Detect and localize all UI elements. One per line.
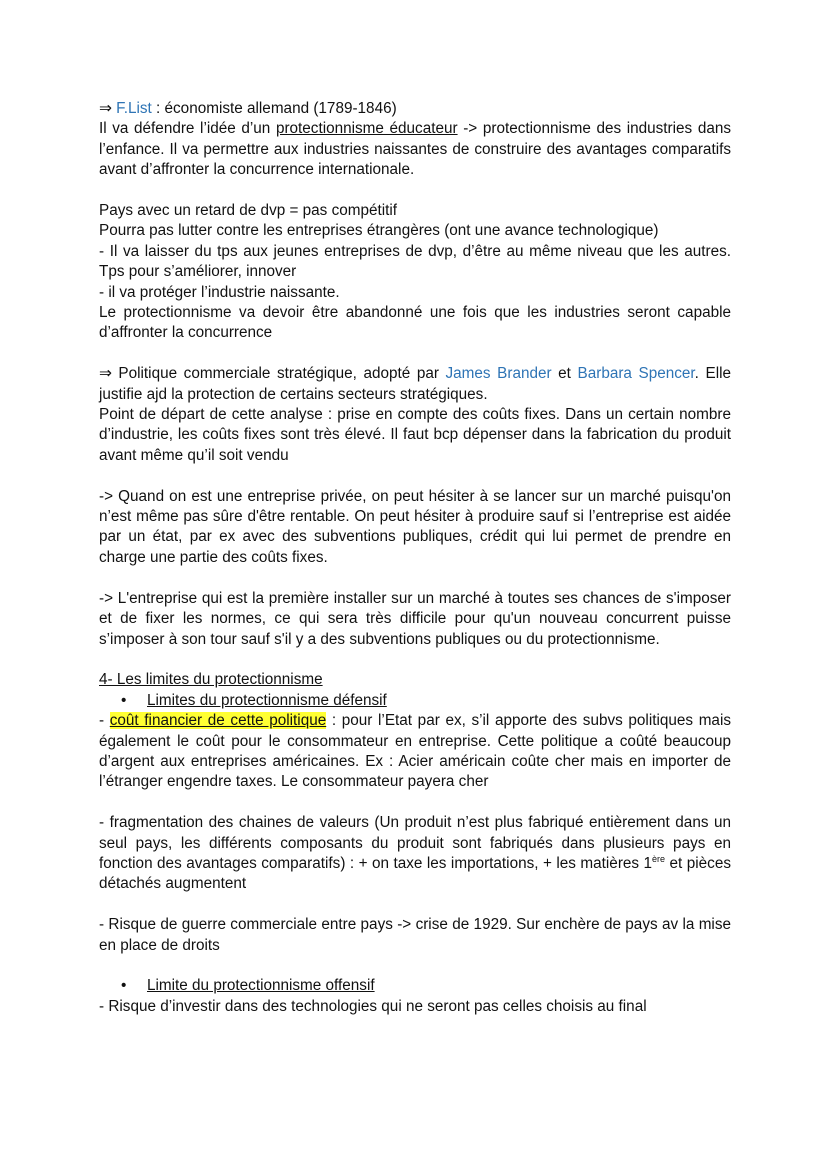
flist-text-a: Il va défendre l’idée d’un [99,120,276,138]
guerre-commerciale-paragraph: - Risque de guerre commerciale entre pays -> crise de 1929. Sur enchère de pays av la mise en place de droits [99,916,731,954]
highlighted-term: coût financier de cette politique [109,712,327,730]
lutter-line: Pourra pas lutter contre les entreprises étrangères (ont une avance technologique) [99,222,659,240]
politique-strategique-paragraph [99,364,731,405]
arrow-icon: ⇒ [99,365,112,383]
arrow-icon: ⇒ [99,100,112,117]
premiere-installee-paragraph: -> L'entreprise qui est la première installer sur un marché à toutes ses chances de s'imposer et de fixer les normes, ce qui sera très difficile pour qu'un nouveau concurrent puisse s’imposer à son tour sauf s'il y a des subventions publiques ou du protectionnisme. [99,589,731,648]
proteger-line: - il va protéger l’industrie naissante. [99,283,340,301]
superscript-ere: ère [652,853,666,864]
retard-line: Pays avec un retard de dvp = pas compétitif [99,202,398,220]
cout-financier-paragraph [99,711,731,793]
subheading-defensif-label: Limites du protectionnisme défensif [147,691,387,709]
bullet-icon: • [121,691,127,709]
subheading-offensif [99,976,731,996]
flist-paragraph [99,119,731,180]
strategique-text-c: . Elle justifie ajd la protection de certains secteurs stratégiques. [99,365,731,403]
subheading-offensif-label: Limite du protectionnisme offensif [147,977,375,995]
abandon-paragraph: Le protectionnisme va devoir être abandonné une fois que les industries seront capable d’affronter la concurrence [99,304,731,342]
entreprise-privee-paragraph: -> Quand on est une entreprise privée, on peut hésiter à se lancer sur un marché puisqu'on n’est même pas sûre d'être rentable. On peut hésiter à produire sauf si l’entreprise est aidée par un état, par ex avec des subventions publiques, crédit qui lui permet de prendre en charge une partie des coûts fixes. [99,487,731,566]
flist-name: F.List [116,100,152,117]
protectionnisme-educateur-term: protectionnisme éducateur [275,120,458,138]
notes-content [99,99,731,1017]
couts-fixes-paragraph: Point de départ de cette analyse : prise en compte des coûts fixes. Dans un certain nombre d’industrie, les coûts fixes sont très élevé. Il faut bcp dépenser dans la fabrication du produit avant même qu’il soit vendu [99,406,731,464]
barbara-spencer-name: Barbara Spencer [577,365,695,383]
james-brander-name: James Brander [445,365,552,383]
flist-line [99,99,731,119]
strategique-text-a: Politique commerciale stratégique, adopté par [111,365,446,383]
fragmentation-text-a: - fragmentation des chaines de valeurs (Un produit n’est plus fabriqué entièrement dans un seul pays, les différents composants du produit sont fabriqués dans plusieurs pays en fonction des avantages comparatifs) : + on taxe les importations, + les matières 1 [99,814,731,872]
flist-description: : économiste allemand (1789-1846) [151,100,397,117]
subheading-defensif [99,691,731,711]
section-heading: 4- Les limites du protectionnisme [99,671,323,689]
cout-financier-text: : pour l’Etat par ex, s’il apporte des subvs politiques mais également le coût pour le consommateur en entreprise. Cette politique a coûté beaucoup d’argent aux entreprises américaines. Ex : Acier américain coûte cher mais en importer de l’étranger engendre taxes. Le consommateur payera cher [99,712,731,791]
bullet-icon: • [121,977,127,995]
risque-investir-line: - Risque d’investir dans des technologies qui ne seront pas celles choisis au final [99,997,647,1015]
laisser-tps-line: - Il va laisser du tps aux jeunes entreprises de dvp, d’être au même niveau que les autres. Tps pour s’améliorer, innover [99,242,731,281]
flist-text-b: -> protectionnisme des industries dans l’enfance. Il va permettre aux industries naissantes de construire des avantages comparatifs avant d’affronter la concurrence internationale. [99,120,731,179]
strategique-text-b: et [551,365,578,383]
fragmentation-paragraph [99,813,731,895]
fragmentation-text-b: et pièces détachés augmentent [99,854,731,893]
dash-prefix: - [99,712,110,730]
